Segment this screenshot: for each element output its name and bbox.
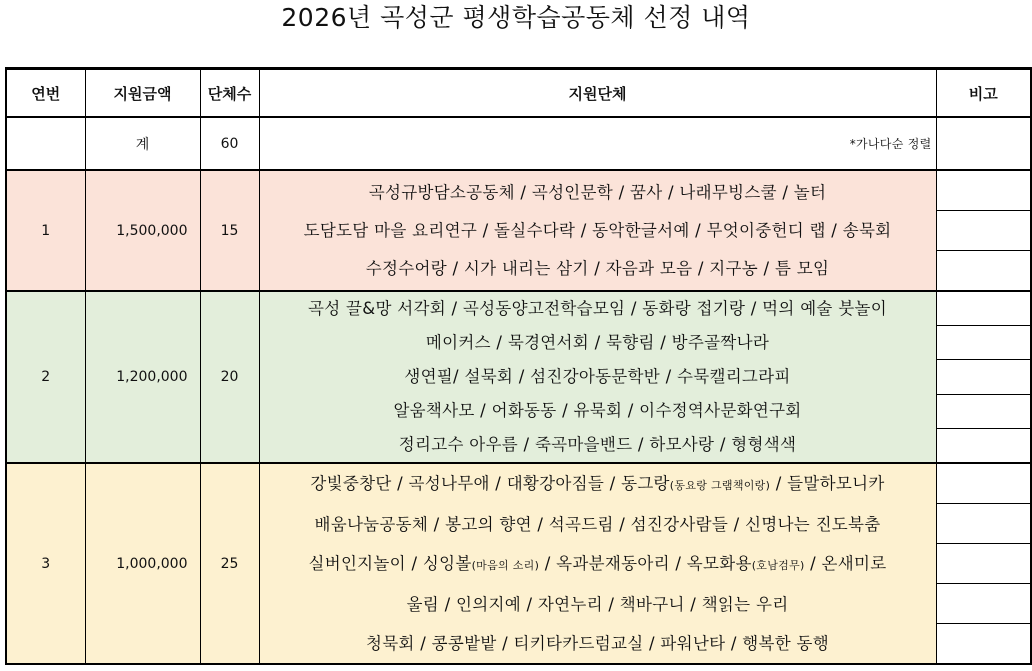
group-amount: 1,500,000: [85, 170, 200, 291]
group-1: [6, 170, 1031, 291]
note-cell: [936, 544, 1031, 584]
org-line: 곡성규방담소공동체 / 곡성인문학 / 꿈사 / 나래무빙스쿨 / 놀터: [368, 182, 827, 202]
table-row: [6, 170, 1031, 211]
org-line: 곡성 끌&망 서각회 / 곡성동양고전학습모임 / 동화랑 접기랑 / 먹의 예술 붓놀이: [308, 299, 887, 318]
group-orgs: [259, 291, 936, 463]
note-cell: [936, 251, 1031, 292]
total-no: [6, 117, 85, 170]
org-line: 배움나눔공동체 / 봉고의 향연 / 석곡드림 / 섬진강사람들 / 신명나는 진도북춤: [314, 515, 881, 534]
group-amount: 1,000,000: [85, 463, 200, 664]
org-text: / 들말하모니카: [770, 474, 885, 493]
org-text: / 온새미로: [804, 554, 887, 573]
note-cell: [936, 584, 1031, 624]
group-no: 3: [6, 463, 85, 664]
total-count: 60: [200, 117, 259, 170]
note-cell: [936, 428, 1031, 463]
org-text: 실버인지놀이 / 싱잉볼: [308, 554, 472, 573]
org-line: [260, 464, 936, 505]
group-count: 20: [200, 291, 259, 463]
org-line: 메이커스 / 묵경연서회 / 묵향림 / 방주골짝나라: [425, 333, 770, 352]
org-subtext: (동요랑 그램책이랑): [669, 479, 771, 492]
note-cell: [936, 463, 1031, 504]
header-no: 연번: [6, 69, 85, 118]
org-line: 울림 / 인의지예 / 자연누리 / 책바구니 / 책읽는 우리: [406, 595, 789, 614]
group-amount: 1,200,000: [85, 291, 200, 463]
group-count: 25: [200, 463, 259, 664]
total-row: [6, 117, 1031, 170]
group-count: 15: [200, 170, 259, 291]
selection-table: [5, 67, 1032, 665]
header-amount: 지원금액: [85, 69, 200, 118]
org-line: 청묵회 / 콩콩밭밭 / 티키타카드럼교실 / 파워난타 / 행복한 동행: [365, 634, 830, 653]
note-cell: [936, 624, 1031, 665]
note-cell: [936, 211, 1031, 251]
total-label: 계: [85, 117, 200, 170]
org-subtext: (호남검무): [751, 559, 805, 572]
group-orgs: [259, 463, 936, 664]
note-cell: [936, 360, 1031, 394]
header-count: 단체수: [200, 69, 259, 118]
header-note: 비고: [936, 69, 1031, 118]
note-cell: [936, 291, 1031, 326]
group-2: [6, 291, 1031, 463]
org-text: 강빛중창단 / 곡성나무애 / 대황강아짐들 / 동그랑: [310, 474, 670, 493]
group-orgs: [259, 170, 936, 291]
group-no: 2: [6, 291, 85, 463]
org-line: 알움책사모 / 어화동동 / 유묵회 / 이수정역사문화연구회: [393, 401, 802, 420]
group-no: 1: [6, 170, 85, 291]
group-3: [6, 463, 1031, 664]
org-line: 정리고수 아우름 / 죽곡마을밴드 / 하모사랑 / 형형색색: [398, 435, 797, 454]
total-note: [936, 117, 1031, 170]
header-orgs: 지원단체: [259, 69, 936, 118]
org-subtext: (마음의 소리): [471, 559, 540, 572]
org-line: 생연필/ 설묵회 / 섬진강아동문학반 / 수묵캘리그라피: [404, 367, 791, 386]
table-row: [6, 463, 1031, 504]
note-cell: [936, 170, 1031, 211]
note-cell: [936, 326, 1031, 360]
org-line: [260, 544, 936, 585]
page-title: 2026년 곡성군 평생학습공동체 선정 내역: [281, 3, 751, 32]
org-line: 도담도담 마을 요리연구 / 돌실수다락 / 동악한글서예 / 무엇이중헌디 랩 / 송묵회: [303, 220, 892, 240]
org-text: / 옥과분재동아리 / 옥모화용: [539, 554, 752, 573]
sort-note: *가나다순 정렬: [259, 117, 936, 170]
table-row: [6, 291, 1031, 326]
header-row: [6, 69, 1031, 118]
note-cell: [936, 394, 1031, 428]
org-line: 수정수어랑 / 시가 내리는 삼기 / 자음과 모음 / 지구농 / 틈 모임: [365, 258, 830, 278]
note-cell: [936, 504, 1031, 544]
